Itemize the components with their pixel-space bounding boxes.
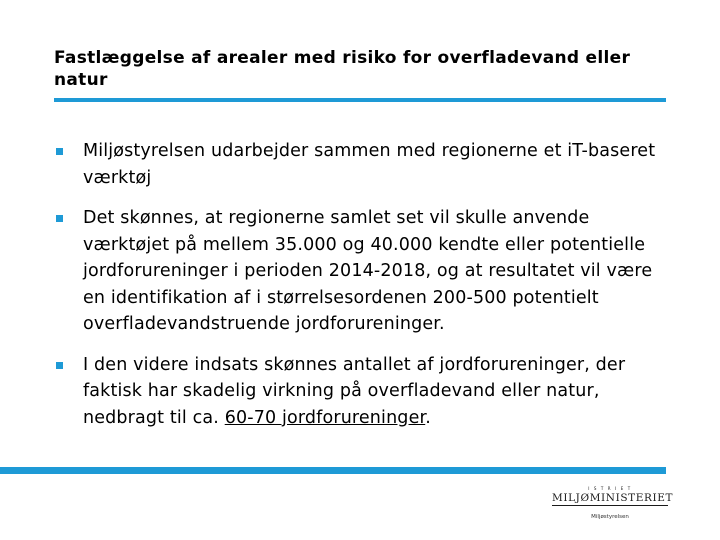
bullet-text-end: . bbox=[425, 407, 431, 428]
bullet-square-icon bbox=[56, 148, 63, 155]
bullet-square-icon bbox=[56, 215, 63, 222]
title-divider bbox=[54, 98, 666, 102]
bullet-text: I den videre indsats skønnes antallet af jordforureninger, der faktisk har skadelig virkning på overfladevand eller natur, nedbragt til ca. bbox=[83, 354, 626, 428]
bullet-item bbox=[56, 205, 666, 338]
logo-sub-text: Miljøstyrelsen bbox=[591, 514, 629, 520]
footer-divider bbox=[0, 467, 666, 474]
bullet-text: Miljøstyrelsen udarbejder sammen med regionerne et iT-baseret værktøj bbox=[83, 141, 656, 188]
bullet-item bbox=[56, 352, 666, 432]
ministry-logo bbox=[552, 486, 674, 526]
bullet-list bbox=[56, 138, 666, 445]
slide-title: Fastlæggelse af arealer med risiko for overfladevand eller natur bbox=[54, 48, 631, 90]
logo-small-text: I S T R I E T bbox=[588, 486, 632, 491]
bullet-text: Det skønnes, at regionerne samlet set vil skulle anvende værktøjet på mellem 35.000 og 40.000 kendte eller potentielle jordforureninger i perioden 2014-2018, og at resultatet vil være en identifikation af i størrelsesordenen 200-500 potentielt overfladevandstruende jordforureninger. bbox=[83, 208, 653, 334]
bullet-square-icon bbox=[56, 362, 63, 369]
logo-main-text: MILJØMINISTERIET bbox=[552, 492, 674, 504]
bullet-item bbox=[56, 138, 666, 191]
underlined-text: 60-70 jordforureninger bbox=[224, 407, 426, 428]
